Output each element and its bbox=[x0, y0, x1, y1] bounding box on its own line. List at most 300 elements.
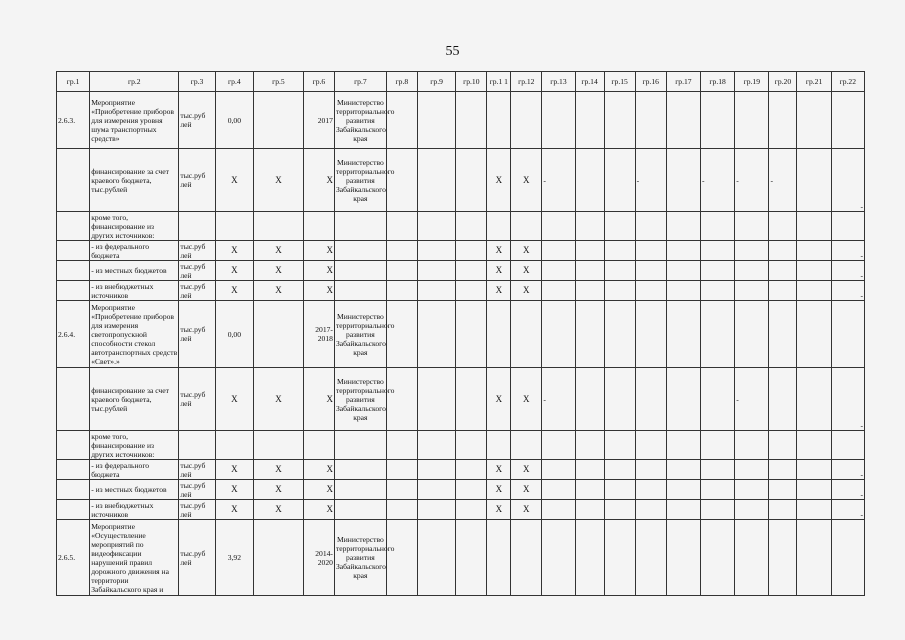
cell-gr21 bbox=[797, 281, 831, 301]
cell-gr20 bbox=[769, 92, 797, 149]
cell-gr16 bbox=[635, 431, 666, 460]
cell-gr10 bbox=[456, 460, 487, 480]
cell-gr9 bbox=[417, 480, 455, 500]
column-header-5: гр.5 bbox=[254, 72, 304, 92]
cell-gr2: Мероприятие «Осуществление мероприятий по видеофиксации нарушений правил дорожного движения на территории Забайкальского края и bbox=[90, 520, 179, 596]
cell-gr4: X bbox=[215, 281, 253, 301]
cell-gr16 bbox=[635, 301, 666, 368]
cell-gr14 bbox=[575, 431, 604, 460]
column-header-1: гр.1 bbox=[57, 72, 90, 92]
dash-cell: - bbox=[831, 281, 864, 301]
cell-gr11 bbox=[487, 431, 511, 460]
cell-gr12: X bbox=[511, 480, 542, 500]
column-header-3: гр.3 bbox=[179, 72, 215, 92]
cell-gr16 bbox=[635, 92, 666, 149]
cell-gr20 bbox=[769, 261, 797, 281]
cell-gr5: X bbox=[254, 480, 304, 500]
cell-gr14 bbox=[575, 241, 604, 261]
cell-gr11: X bbox=[487, 261, 511, 281]
cell-gr6: 2017 bbox=[303, 92, 334, 149]
cell-gr3: тыс.руб лей bbox=[179, 520, 215, 596]
cell-gr4: 0,00 bbox=[215, 92, 253, 149]
cell-gr17 bbox=[666, 520, 700, 596]
cell-gr22 bbox=[831, 212, 864, 241]
cell-gr9 bbox=[417, 301, 455, 368]
table-row bbox=[57, 212, 865, 241]
cell-gr1 bbox=[57, 212, 90, 241]
cell-gr5: X bbox=[254, 281, 304, 301]
cell-gr13 bbox=[542, 92, 575, 149]
cell-gr8 bbox=[386, 500, 417, 520]
cell-gr11 bbox=[487, 520, 511, 596]
cell-gr20 bbox=[769, 301, 797, 368]
cell-gr6: X bbox=[303, 368, 334, 431]
cell-gr4: X bbox=[215, 368, 253, 431]
cell-gr15 bbox=[604, 261, 635, 281]
dash-cell: - bbox=[735, 149, 769, 212]
cell-gr4: X bbox=[215, 460, 253, 480]
cell-gr15 bbox=[604, 500, 635, 520]
column-header-9: гр.9 bbox=[417, 72, 455, 92]
cell-gr9 bbox=[417, 212, 455, 241]
cell-gr3: тыс.руб лей bbox=[179, 92, 215, 149]
cell-gr6: 2017-2018 bbox=[303, 301, 334, 368]
cell-gr11 bbox=[487, 212, 511, 241]
cell-gr3: тыс.руб лей bbox=[179, 149, 215, 212]
table-row bbox=[57, 149, 865, 212]
cell-gr21 bbox=[797, 212, 831, 241]
dash-cell: - bbox=[831, 149, 864, 212]
cell-gr3: тыс.руб лей bbox=[179, 261, 215, 281]
column-header-19: гр.19 bbox=[735, 72, 769, 92]
cell-gr21 bbox=[797, 431, 831, 460]
cell-gr5 bbox=[254, 520, 304, 596]
cell-gr19 bbox=[735, 500, 769, 520]
cell-gr5: X bbox=[254, 368, 304, 431]
cell-gr9 bbox=[417, 368, 455, 431]
cell-gr19 bbox=[735, 92, 769, 149]
cell-gr1 bbox=[57, 149, 90, 212]
cell-gr19 bbox=[735, 212, 769, 241]
column-header-10: гр.10 bbox=[456, 72, 487, 92]
cell-gr10 bbox=[456, 281, 487, 301]
cell-gr17 bbox=[666, 500, 700, 520]
cell-gr19 bbox=[735, 261, 769, 281]
cell-gr13 bbox=[542, 261, 575, 281]
cell-gr21 bbox=[797, 520, 831, 596]
cell-gr11: X bbox=[487, 500, 511, 520]
table-row bbox=[57, 368, 865, 431]
cell-gr1 bbox=[57, 261, 90, 281]
cell-gr1 bbox=[57, 241, 90, 261]
cell-gr6 bbox=[303, 431, 334, 460]
cell-gr15 bbox=[604, 149, 635, 212]
cell-gr10 bbox=[456, 261, 487, 281]
cell-gr12 bbox=[511, 520, 542, 596]
cell-gr15 bbox=[604, 301, 635, 368]
cell-gr20 bbox=[769, 460, 797, 480]
cell-gr17 bbox=[666, 261, 700, 281]
cell-gr21 bbox=[797, 149, 831, 212]
table-row bbox=[57, 520, 865, 596]
cell-gr15 bbox=[604, 520, 635, 596]
dash-cell: - bbox=[701, 149, 735, 212]
cell-gr20 bbox=[769, 368, 797, 431]
cell-gr8 bbox=[386, 460, 417, 480]
cell-gr7 bbox=[334, 241, 386, 261]
cell-gr16 bbox=[635, 368, 666, 431]
cell-gr7 bbox=[334, 212, 386, 241]
table-row bbox=[57, 281, 865, 301]
cell-gr13 bbox=[542, 460, 575, 480]
cell-gr4: X bbox=[215, 500, 253, 520]
cell-gr3: тыс.руб лей bbox=[179, 301, 215, 368]
cell-gr20 bbox=[769, 241, 797, 261]
cell-gr7 bbox=[334, 500, 386, 520]
cell-gr7: Министерство территориального развития Забайкальского края bbox=[334, 520, 386, 596]
cell-gr6 bbox=[303, 212, 334, 241]
cell-gr5: X bbox=[254, 261, 304, 281]
cell-gr13 bbox=[542, 281, 575, 301]
cell-gr3: тыс.руб лей bbox=[179, 460, 215, 480]
cell-gr21 bbox=[797, 261, 831, 281]
dash-cell: - bbox=[831, 241, 864, 261]
cell-gr1 bbox=[57, 480, 90, 500]
cell-gr16 bbox=[635, 281, 666, 301]
cell-gr18 bbox=[701, 368, 735, 431]
cell-gr14 bbox=[575, 480, 604, 500]
cell-gr12: X bbox=[511, 261, 542, 281]
cell-gr13 bbox=[542, 241, 575, 261]
cell-gr8 bbox=[386, 301, 417, 368]
cell-gr18 bbox=[701, 480, 735, 500]
cell-gr7 bbox=[334, 431, 386, 460]
cell-gr4: X bbox=[215, 241, 253, 261]
cell-gr2: - из внебюджетных источников bbox=[90, 500, 179, 520]
table-row bbox=[57, 500, 865, 520]
cell-gr3 bbox=[179, 212, 215, 241]
table-row bbox=[57, 92, 865, 149]
cell-gr16 bbox=[635, 500, 666, 520]
cell-gr13 bbox=[542, 480, 575, 500]
cell-gr17 bbox=[666, 212, 700, 241]
cell-gr9 bbox=[417, 149, 455, 212]
cell-gr16 bbox=[635, 520, 666, 596]
cell-gr8 bbox=[386, 149, 417, 212]
cell-gr2: - из внебюджетных источников bbox=[90, 281, 179, 301]
column-header-4: гр.4 bbox=[215, 72, 253, 92]
cell-gr7: Министерство территориального развития Забайкальского края bbox=[334, 368, 386, 431]
cell-gr21 bbox=[797, 241, 831, 261]
column-header-12: гр.12 bbox=[511, 72, 542, 92]
cell-gr20 bbox=[769, 281, 797, 301]
cell-gr6: X bbox=[303, 500, 334, 520]
cell-gr3: тыс.руб лей bbox=[179, 281, 215, 301]
cell-gr22 bbox=[831, 301, 864, 368]
cell-gr16 bbox=[635, 212, 666, 241]
cell-gr10 bbox=[456, 241, 487, 261]
column-header-11: гр.1 1 bbox=[487, 72, 511, 92]
cell-gr18 bbox=[701, 431, 735, 460]
cell-gr21 bbox=[797, 460, 831, 480]
cell-gr14 bbox=[575, 212, 604, 241]
cell-gr9 bbox=[417, 92, 455, 149]
cell-gr3: тыс.руб лей bbox=[179, 368, 215, 431]
cell-gr1: 2.6.3. bbox=[57, 92, 90, 149]
table-row bbox=[57, 261, 865, 281]
cell-gr7 bbox=[334, 460, 386, 480]
column-header-18: гр.18 bbox=[701, 72, 735, 92]
cell-gr3 bbox=[179, 431, 215, 460]
cell-gr18 bbox=[701, 460, 735, 480]
cell-gr9 bbox=[417, 460, 455, 480]
cell-gr18 bbox=[701, 520, 735, 596]
cell-gr10 bbox=[456, 149, 487, 212]
cell-gr8 bbox=[386, 212, 417, 241]
cell-gr11: X bbox=[487, 281, 511, 301]
cell-gr18 bbox=[701, 281, 735, 301]
cell-gr14 bbox=[575, 500, 604, 520]
cell-gr19 bbox=[735, 480, 769, 500]
cell-gr1: 2.6.4. bbox=[57, 301, 90, 368]
cell-gr1 bbox=[57, 460, 90, 480]
cell-gr22 bbox=[831, 520, 864, 596]
cell-gr2: Мероприятие «Приобретение приборов для измерения светопропускной способности стекол автотранспортных средств «Свет».» bbox=[91, 302, 178, 366]
cell-gr21 bbox=[797, 368, 831, 431]
cell-gr6: 2014-2020 bbox=[303, 520, 334, 596]
cell-gr20 bbox=[769, 480, 797, 500]
cell-gr16 bbox=[635, 460, 666, 480]
cell-gr12 bbox=[511, 212, 542, 241]
cell-gr14 bbox=[575, 368, 604, 431]
page-number: 55 bbox=[445, 44, 460, 59]
cell-gr9 bbox=[417, 431, 455, 460]
cell-gr22 bbox=[831, 92, 864, 149]
cell-gr8 bbox=[386, 281, 417, 301]
cell-gr21 bbox=[797, 480, 831, 500]
cell-gr17 bbox=[666, 480, 700, 500]
dash-cell: - bbox=[735, 368, 769, 431]
cell-gr8 bbox=[386, 520, 417, 596]
cell-gr8 bbox=[386, 480, 417, 500]
cell-gr8 bbox=[386, 368, 417, 431]
table-row bbox=[57, 480, 865, 500]
column-header-15: гр.15 bbox=[604, 72, 635, 92]
cell-gr10 bbox=[456, 431, 487, 460]
cell-gr21 bbox=[797, 301, 831, 368]
cell-gr12 bbox=[511, 431, 542, 460]
cell-gr3: тыс.руб лей bbox=[179, 241, 215, 261]
dash-cell: - bbox=[542, 149, 575, 212]
table-row bbox=[57, 241, 865, 261]
cell-gr6: X bbox=[303, 241, 334, 261]
cell-gr4: 0,00 bbox=[215, 301, 253, 368]
cell-gr3: тыс.руб лей bbox=[179, 480, 215, 500]
cell-gr8 bbox=[386, 431, 417, 460]
table-header-row bbox=[57, 72, 865, 92]
table-row bbox=[57, 460, 865, 480]
cell-gr19 bbox=[735, 520, 769, 596]
cell-gr1 bbox=[57, 368, 90, 431]
cell-gr5 bbox=[254, 92, 304, 149]
dash-cell: - bbox=[769, 149, 797, 212]
cell-gr9 bbox=[417, 281, 455, 301]
cell-gr5 bbox=[254, 212, 304, 241]
cell-gr6: X bbox=[303, 460, 334, 480]
cell-gr18 bbox=[701, 92, 735, 149]
cell-gr13 bbox=[542, 212, 575, 241]
column-header-2: гр.2 bbox=[90, 72, 179, 92]
column-header-8: гр.8 bbox=[386, 72, 417, 92]
cell-gr1: 2.6.5. bbox=[57, 520, 90, 596]
cell-gr16 bbox=[635, 241, 666, 261]
cell-gr17 bbox=[666, 368, 700, 431]
cell-gr9 bbox=[417, 520, 455, 596]
cell-gr9 bbox=[417, 241, 455, 261]
cell-gr16 bbox=[635, 261, 666, 281]
cell-gr2: финансирование за счет краевого бюджета, тыс.рублей bbox=[90, 149, 179, 212]
cell-gr11: X bbox=[487, 480, 511, 500]
cell-gr9 bbox=[417, 261, 455, 281]
cell-gr20 bbox=[769, 212, 797, 241]
cell-gr10 bbox=[456, 301, 487, 368]
cell-gr5: X bbox=[254, 460, 304, 480]
cell-gr4 bbox=[215, 431, 253, 460]
cell-gr17 bbox=[666, 301, 700, 368]
cell-gr5: X bbox=[254, 241, 304, 261]
cell-gr19 bbox=[735, 281, 769, 301]
cell-gr14 bbox=[575, 92, 604, 149]
column-header-17: гр.17 bbox=[666, 72, 700, 92]
cell-gr4 bbox=[215, 212, 253, 241]
cell-gr5 bbox=[254, 431, 304, 460]
cell-gr12 bbox=[511, 92, 542, 149]
cell-gr17 bbox=[666, 241, 700, 261]
cell-gr12: X bbox=[511, 281, 542, 301]
cell-gr7: Министерство территориального развития Забайкальского края bbox=[334, 92, 386, 149]
cell-gr18 bbox=[701, 301, 735, 368]
cell-gr5: X bbox=[254, 149, 304, 212]
cell-gr6: X bbox=[303, 480, 334, 500]
cell-gr13 bbox=[542, 500, 575, 520]
cell-gr1 bbox=[57, 500, 90, 520]
cell-gr12: X bbox=[511, 368, 542, 431]
cell-gr4: X bbox=[215, 480, 253, 500]
cell-gr22 bbox=[831, 431, 864, 460]
cell-gr7 bbox=[334, 281, 386, 301]
column-header-6: гр.6 bbox=[303, 72, 334, 92]
cell-gr4: X bbox=[215, 149, 253, 212]
cell-gr21 bbox=[797, 500, 831, 520]
table-row bbox=[57, 301, 865, 368]
cell-gr11: X bbox=[487, 368, 511, 431]
dash-cell: - bbox=[831, 368, 864, 431]
cell-gr7 bbox=[334, 480, 386, 500]
cell-gr19 bbox=[735, 241, 769, 261]
cell-gr19 bbox=[735, 431, 769, 460]
cell-gr1 bbox=[57, 431, 90, 460]
cell-gr14 bbox=[575, 301, 604, 368]
cell-gr14 bbox=[575, 460, 604, 480]
cell-gr15 bbox=[604, 480, 635, 500]
column-header-16: гр.16 bbox=[635, 72, 666, 92]
cell-gr3: тыс.руб лей bbox=[179, 500, 215, 520]
cell-gr10 bbox=[456, 480, 487, 500]
cell-gr18 bbox=[701, 212, 735, 241]
dash-cell: - bbox=[831, 500, 864, 520]
cell-gr17 bbox=[666, 92, 700, 149]
cell-gr11: X bbox=[487, 241, 511, 261]
dash-cell: - bbox=[831, 480, 864, 500]
cell-gr10 bbox=[456, 92, 487, 149]
column-header-20: гр.20 bbox=[769, 72, 797, 92]
cell-gr18 bbox=[701, 500, 735, 520]
cell-gr10 bbox=[456, 500, 487, 520]
cell-gr7: Министерство территориального развития Забайкальского края bbox=[334, 149, 386, 212]
cell-gr5 bbox=[254, 301, 304, 368]
cell-gr11: X bbox=[487, 149, 511, 212]
cell-gr2: кроме того, финансирование из других источников: bbox=[90, 431, 179, 460]
cell-gr17 bbox=[666, 149, 700, 212]
cell-gr17 bbox=[666, 281, 700, 301]
cell-gr2: - из местных бюджетов bbox=[90, 261, 179, 281]
cell-gr13 bbox=[542, 520, 575, 596]
cell-gr15 bbox=[604, 460, 635, 480]
cell-gr20 bbox=[769, 520, 797, 596]
cell-gr5: X bbox=[254, 500, 304, 520]
cell-gr8 bbox=[386, 241, 417, 261]
cell-gr2: - из федерального бюджета bbox=[90, 241, 179, 261]
budget-table bbox=[56, 71, 865, 596]
cell-gr11 bbox=[487, 92, 511, 149]
cell-gr6: X bbox=[303, 149, 334, 212]
cell-gr12: X bbox=[511, 500, 542, 520]
column-header-7: гр.7 bbox=[334, 72, 386, 92]
cell-gr14 bbox=[575, 281, 604, 301]
cell-gr15 bbox=[604, 241, 635, 261]
cell-gr9 bbox=[417, 500, 455, 520]
cell-gr15 bbox=[604, 368, 635, 431]
cell-gr14 bbox=[575, 261, 604, 281]
dash-cell: - bbox=[831, 460, 864, 480]
cell-gr20 bbox=[769, 500, 797, 520]
cell-gr8 bbox=[386, 92, 417, 149]
table-row bbox=[57, 431, 865, 460]
cell-gr16 bbox=[635, 480, 666, 500]
column-header-14: гр.14 bbox=[575, 72, 604, 92]
cell-gr15 bbox=[604, 92, 635, 149]
cell-gr21 bbox=[797, 92, 831, 149]
cell-gr2: - из федерального бюджета bbox=[90, 460, 179, 480]
cell-gr2: финансирование за счет краевого бюджета, тыс.рублей bbox=[90, 368, 179, 431]
cell-gr15 bbox=[604, 281, 635, 301]
cell-gr11: X bbox=[487, 460, 511, 480]
cell-gr2: Мероприятие «Приобретение приборов для измерения уровня шума транспортных средств» bbox=[90, 92, 179, 149]
cell-gr4: 3,92 bbox=[215, 520, 253, 596]
cell-gr17 bbox=[666, 431, 700, 460]
cell-gr18 bbox=[701, 241, 735, 261]
cell-gr7 bbox=[334, 261, 386, 281]
dash-cell: - bbox=[831, 261, 864, 281]
cell-gr2: кроме того, финансирование из других источников: bbox=[90, 212, 179, 241]
cell-gr18 bbox=[701, 261, 735, 281]
cell-gr2: - из местных бюджетов bbox=[90, 480, 179, 500]
cell-gr15 bbox=[604, 212, 635, 241]
cell-gr12 bbox=[511, 301, 542, 368]
cell-gr6: X bbox=[303, 281, 334, 301]
cell-gr1 bbox=[57, 281, 90, 301]
cell-gr12: X bbox=[511, 241, 542, 261]
